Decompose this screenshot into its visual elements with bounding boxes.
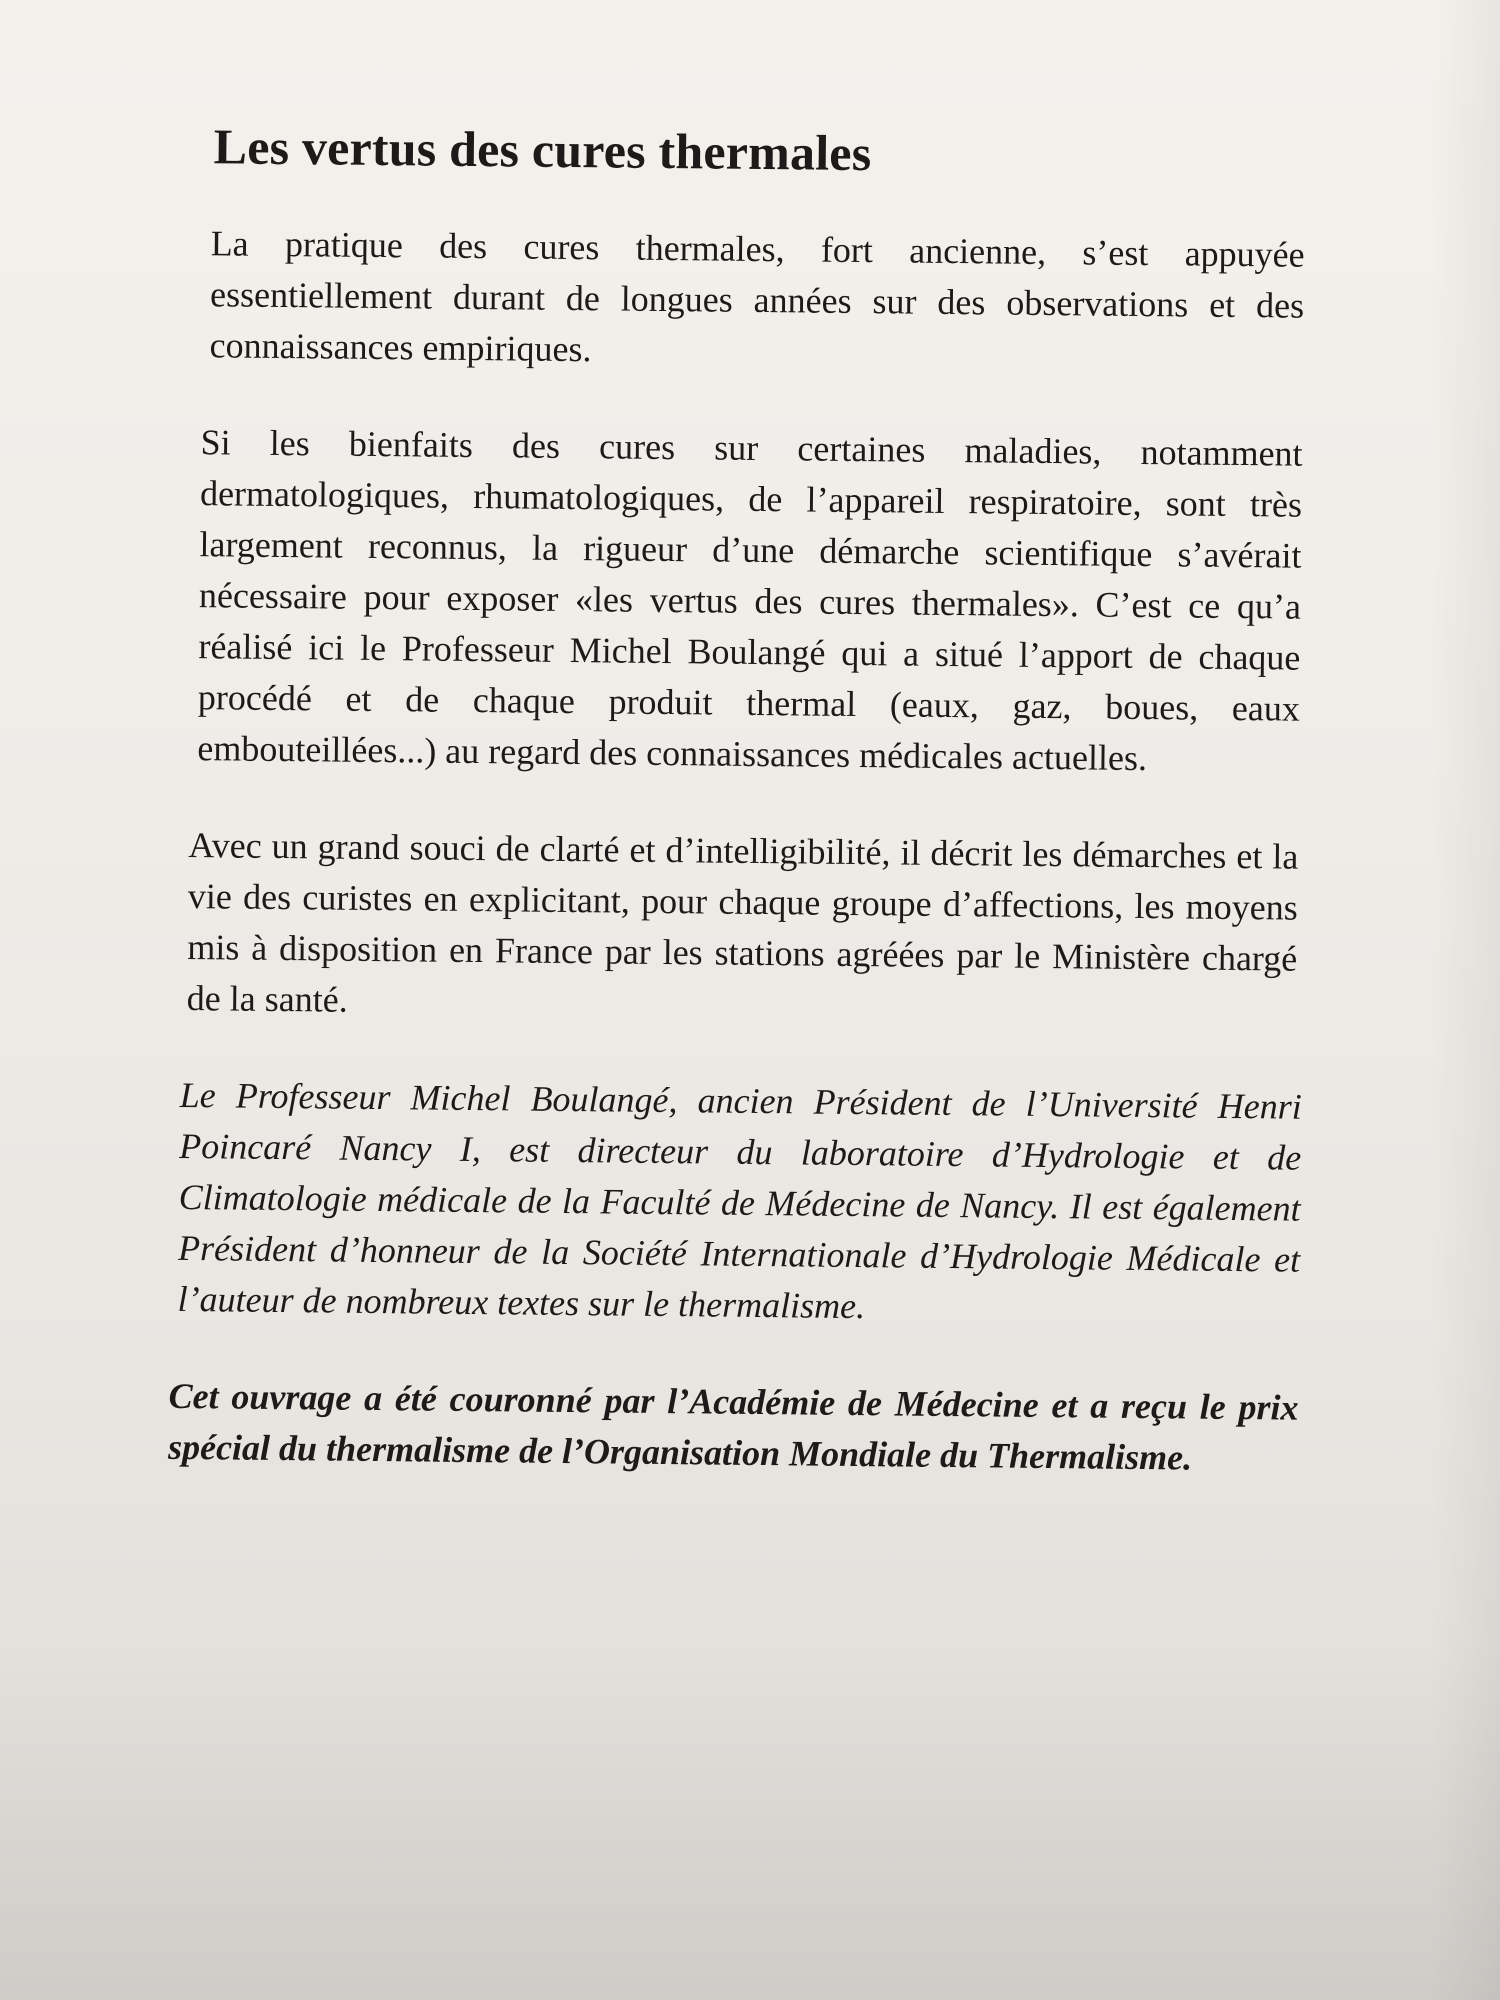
page-shadow-bottom bbox=[0, 1640, 1500, 2000]
award-paragraph: Cet ouvrage a été couronné par l’Académie de Médecine et a reçu le prix spécial du thermalisme de l’Organisation Mondiale du Thermalisme. bbox=[167, 1375, 1299, 1478]
author-bio-paragraph: Le Professeur Michel Boulangé, ancien Président de l’Université Henri Poincaré Nancy I, est directeur du laboratoire d’Hydrologie et de Climatologie médicale de la Faculté de Médecine de Nancy. Il est également Président d’honneur de la Société Internationale d’Hydrologie Médicale et l’auteur de nombreux textes sur le thermalisme. bbox=[177, 1074, 1302, 1326]
curists-paragraph: Avec un grand souci de clarté et d’intelligibilité, il décrit les démarches et la vie des curistes en explicitant, pour chaque groupe d’affections, les moyens mis à disposition en France par les stations agréées par le Ministère chargé de la santé. bbox=[186, 824, 1299, 1020]
cover-text-block bbox=[167, 118, 1320, 1530]
page-title: Les vertus des cures thermales bbox=[213, 118, 872, 182]
benefits-paragraph: Si les bienfaits des cures sur certaines maladies, notamment dermatologiques, rhumatologiques, de l’appareil respiratoire, sont très largement reconnus, la rigueur d’une démarche scientifique s’avérait nécessaire pour exposer «les vertus des cures thermales». C’est ce qu’a réalisé ici le Professeur Michel Boulangé qui a situé l’apport de chaque procédé et de chaque produit thermal (eaux, gaz, boues, eaux embouteillées...) au regard des connaissances médicales actuelles. bbox=[197, 421, 1303, 778]
intro-paragraph: La pratique des cures thermales, fort ancienne, s’est appuyée essentiellement durant de longues années sur des observations et des connaissances empiriques. bbox=[209, 222, 1305, 369]
